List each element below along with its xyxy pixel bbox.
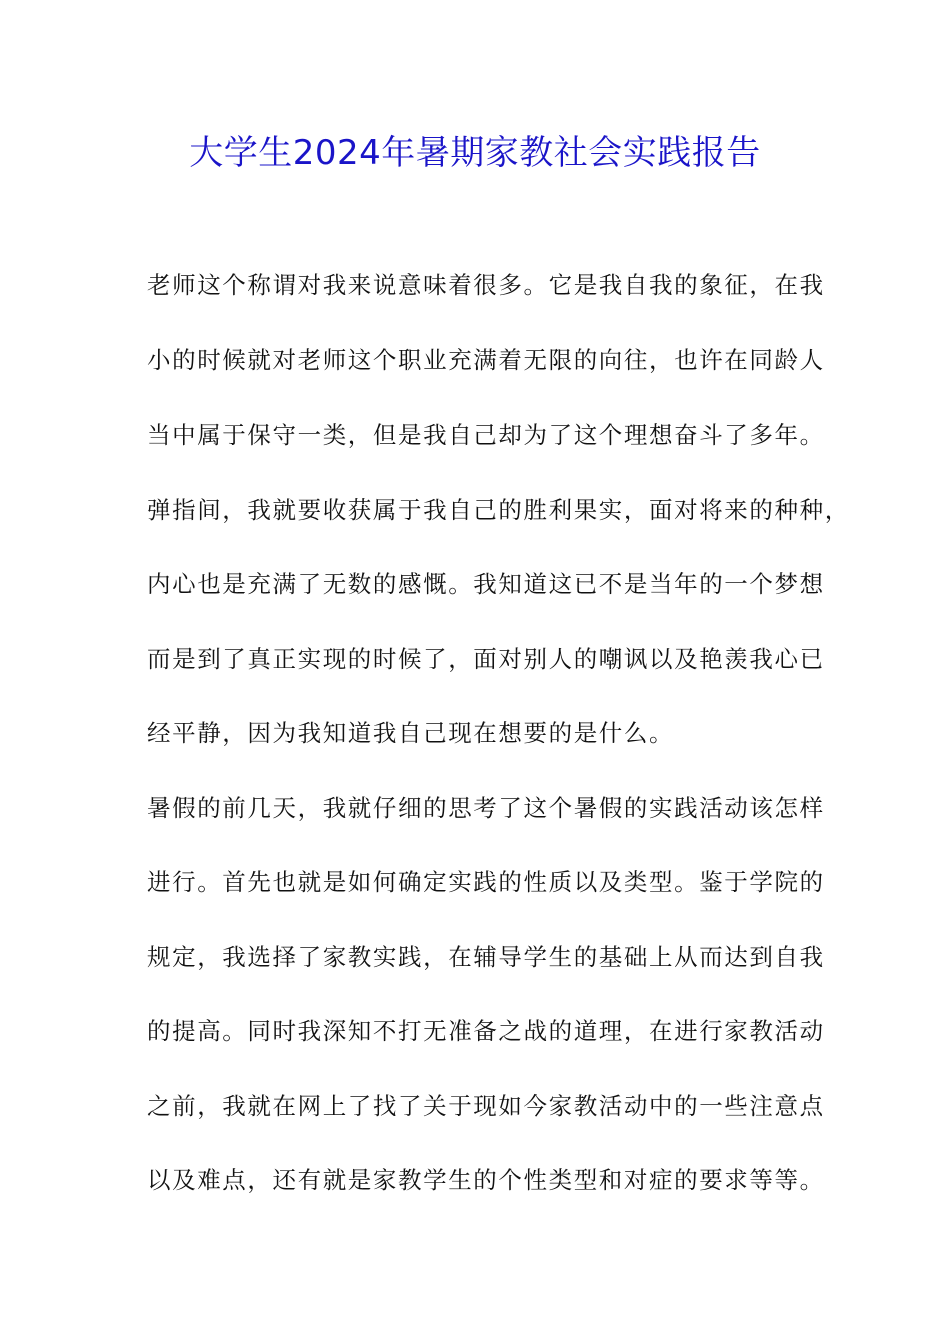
body-line: 内心也是充满了无数的感慨。我知道这已不是当年的一个梦想 — [147, 570, 825, 598]
body-line: 而是到了真正实现的时候了，面对别人的嘲讽以及艳羡我心已 — [147, 645, 825, 673]
body-line: 之前，我就在网上了找了关于现如今家教活动中的一些注意点 — [147, 1092, 825, 1120]
body-line: 的提高。同时我深知不打无准备之战的道理，在进行家教活动 — [147, 1017, 825, 1045]
body-line: 规定，我选择了家教实践，在辅导学生的基础上从而达到自我 — [147, 943, 825, 971]
page-title: 大学生2024年暑期家教社会实践报告 — [189, 133, 761, 173]
body-line: 弹指间，我就要收获属于我自己的胜利果实，面对将来的种种， — [147, 496, 850, 524]
body-line: 当中属于保守一类，但是我自己却为了这个理想奋斗了多年。 — [147, 421, 825, 449]
body-line: 小的时候就对老师这个职业充满着无限的向往，也许在同龄人 — [147, 346, 825, 374]
body-line: 暑假的前几天，我就仔细的思考了这个暑假的实践活动该怎样 — [147, 794, 825, 822]
body-line: 经平静，因为我知道我自己现在想要的是什么。 — [147, 719, 675, 747]
body-line: 老师这个称谓对我来说意味着很多。它是我自我的象征，在我 — [147, 271, 825, 299]
body-line: 以及难点，还有就是家教学生的个性类型和对症的要求等等。 — [147, 1166, 825, 1194]
body-line: 进行。首先也就是如何确定实践的性质以及类型。鉴于学院的 — [147, 868, 825, 896]
